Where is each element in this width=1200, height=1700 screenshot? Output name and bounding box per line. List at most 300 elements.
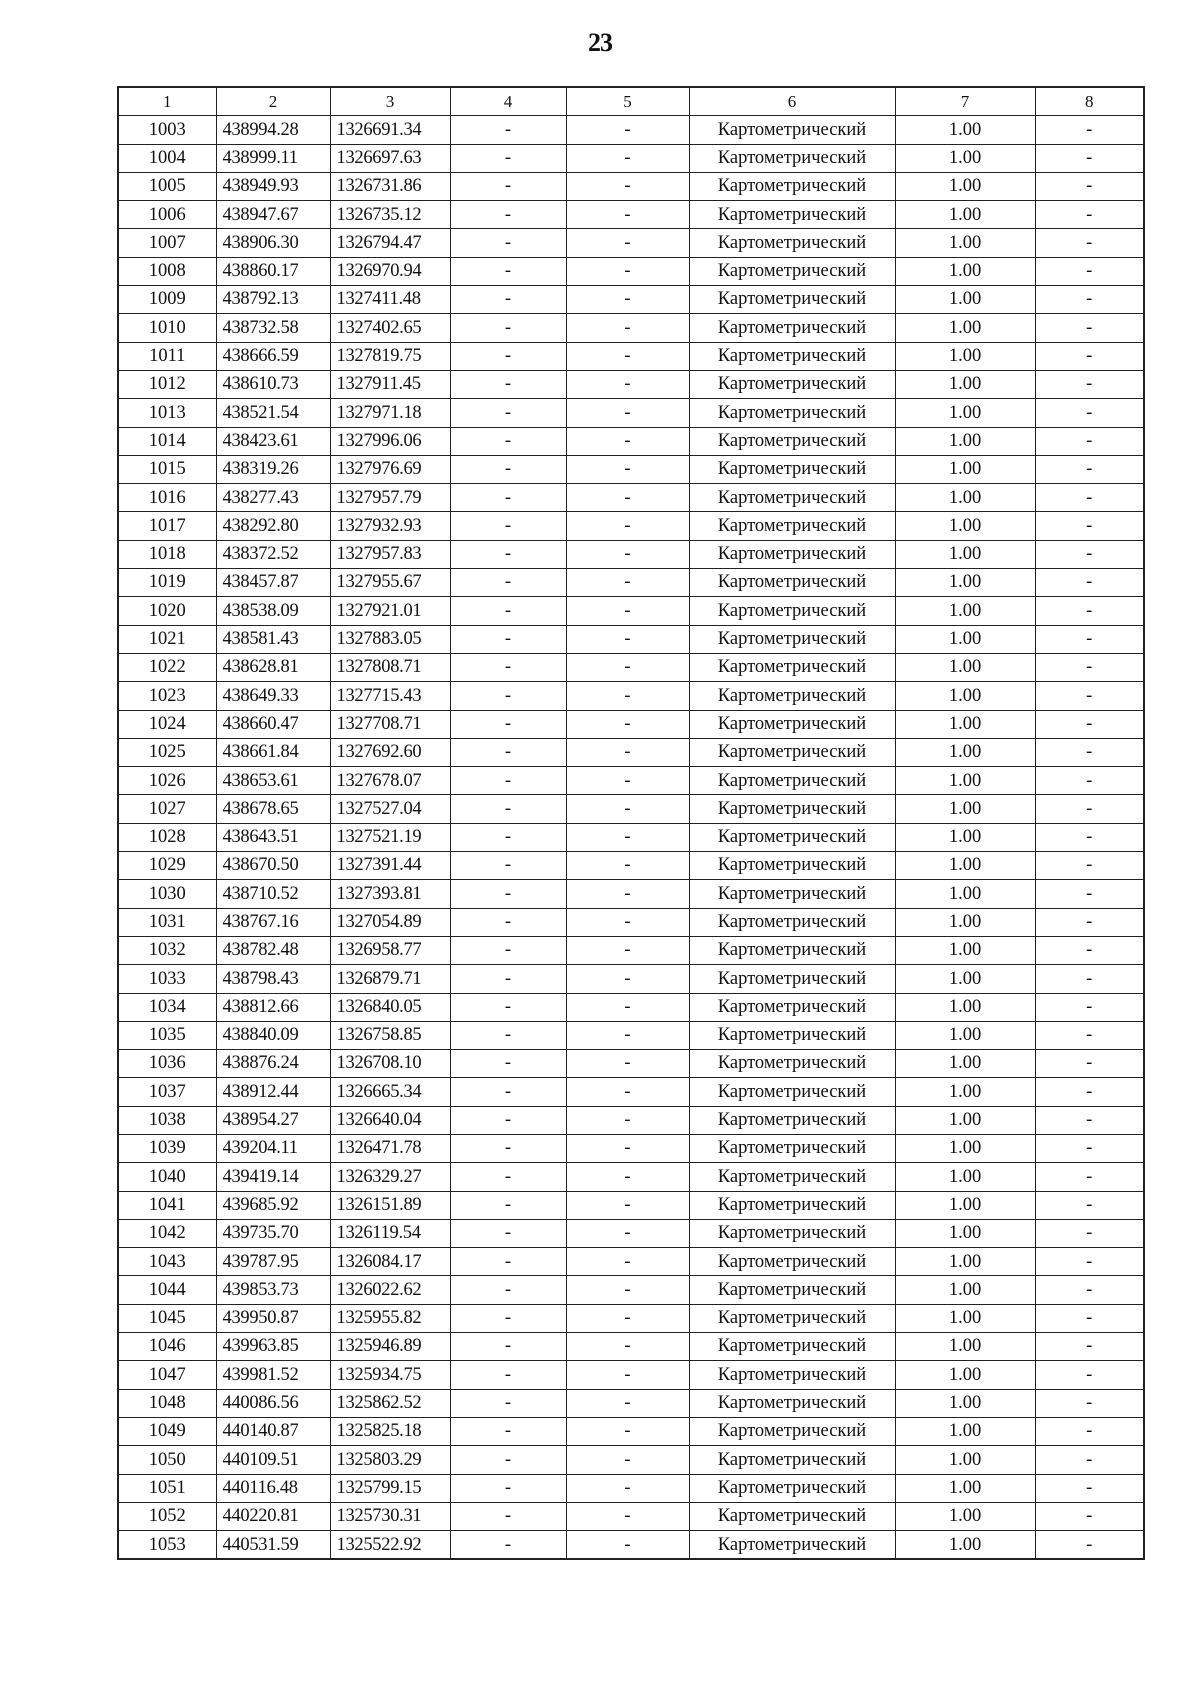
cell-coord-x: 439787.95 bbox=[216, 1248, 330, 1276]
cell-coord-y: 1327957.83 bbox=[330, 540, 450, 568]
cell-point-number: 1028 bbox=[118, 823, 216, 851]
column-header-7: 7 bbox=[895, 87, 1035, 116]
cell-coord-y: 1327715.43 bbox=[330, 682, 450, 710]
cell-coord-y: 1327527.04 bbox=[330, 795, 450, 823]
cell-col-4: - bbox=[450, 795, 566, 823]
cell-point-number: 1038 bbox=[118, 1106, 216, 1134]
cell-col-4: - bbox=[450, 1276, 566, 1304]
cell-coord-x: 438767.16 bbox=[216, 908, 330, 936]
cell-col-4: - bbox=[450, 1417, 566, 1445]
table-row bbox=[118, 1304, 1144, 1332]
cell-col-5: - bbox=[566, 852, 689, 880]
cell-coord-y: 1325862.52 bbox=[330, 1389, 450, 1417]
table-row bbox=[118, 257, 1144, 285]
table-row bbox=[118, 512, 1144, 540]
cell-accuracy: 1.00 bbox=[895, 399, 1035, 427]
cell-coord-y: 1327393.81 bbox=[330, 880, 450, 908]
cell-point-number: 1015 bbox=[118, 455, 216, 483]
cell-method: Картометрический bbox=[689, 1446, 895, 1474]
cell-col-8: - bbox=[1035, 1078, 1144, 1106]
cell-method: Картометрический bbox=[689, 1361, 895, 1389]
page-number: 23 bbox=[588, 28, 612, 57]
cell-accuracy: 1.00 bbox=[895, 1333, 1035, 1361]
cell-col-8: - bbox=[1035, 653, 1144, 681]
cell-method: Картометрический bbox=[689, 936, 895, 964]
cell-col-5: - bbox=[566, 370, 689, 398]
cell-coord-y: 1327808.71 bbox=[330, 653, 450, 681]
cell-col-8: - bbox=[1035, 399, 1144, 427]
cell-col-8: - bbox=[1035, 540, 1144, 568]
cell-method: Картометрический bbox=[689, 852, 895, 880]
cell-col-4: - bbox=[450, 512, 566, 540]
cell-method: Картометрический bbox=[689, 625, 895, 653]
cell-col-5: - bbox=[566, 342, 689, 370]
cell-point-number: 1011 bbox=[118, 342, 216, 370]
cell-col-4: - bbox=[450, 1248, 566, 1276]
cell-point-number: 1021 bbox=[118, 625, 216, 653]
cell-accuracy: 1.00 bbox=[895, 993, 1035, 1021]
cell-accuracy: 1.00 bbox=[895, 1219, 1035, 1247]
cell-coord-y: 1327921.01 bbox=[330, 597, 450, 625]
cell-coord-y: 1327883.05 bbox=[330, 625, 450, 653]
cell-point-number: 1027 bbox=[118, 795, 216, 823]
cell-point-number: 1030 bbox=[118, 880, 216, 908]
cell-col-5: - bbox=[566, 710, 689, 738]
cell-accuracy: 1.00 bbox=[895, 1361, 1035, 1389]
table-row bbox=[118, 1021, 1144, 1049]
cell-coord-x: 438653.61 bbox=[216, 767, 330, 795]
cell-coord-x: 439981.52 bbox=[216, 1361, 330, 1389]
cell-col-4: - bbox=[450, 1134, 566, 1162]
cell-method: Картометрический bbox=[689, 1248, 895, 1276]
cell-coord-x: 439853.73 bbox=[216, 1276, 330, 1304]
cell-coord-x: 438372.52 bbox=[216, 540, 330, 568]
cell-col-4: - bbox=[450, 399, 566, 427]
cell-col-5: - bbox=[566, 795, 689, 823]
cell-coord-x: 438521.54 bbox=[216, 399, 330, 427]
cell-point-number: 1052 bbox=[118, 1502, 216, 1530]
cell-accuracy: 1.00 bbox=[895, 512, 1035, 540]
cell-col-5: - bbox=[566, 172, 689, 200]
cell-accuracy: 1.00 bbox=[895, 1531, 1035, 1560]
cell-col-4: - bbox=[450, 1021, 566, 1049]
cell-col-8: - bbox=[1035, 1276, 1144, 1304]
column-header-6: 6 bbox=[689, 87, 895, 116]
cell-point-number: 1029 bbox=[118, 852, 216, 880]
cell-coord-y: 1327391.44 bbox=[330, 852, 450, 880]
cell-accuracy: 1.00 bbox=[895, 1446, 1035, 1474]
cell-point-number: 1047 bbox=[118, 1361, 216, 1389]
table-row bbox=[118, 767, 1144, 795]
cell-col-4: - bbox=[450, 370, 566, 398]
cell-col-4: - bbox=[450, 1446, 566, 1474]
cell-col-5: - bbox=[566, 880, 689, 908]
cell-col-4: - bbox=[450, 1502, 566, 1530]
cell-col-4: - bbox=[450, 597, 566, 625]
cell-method: Картометрический bbox=[689, 172, 895, 200]
table-row bbox=[118, 1389, 1144, 1417]
cell-accuracy: 1.00 bbox=[895, 1106, 1035, 1134]
cell-col-8: - bbox=[1035, 795, 1144, 823]
cell-col-4: - bbox=[450, 229, 566, 257]
cell-col-5: - bbox=[566, 229, 689, 257]
cell-method: Картометрический bbox=[689, 1078, 895, 1106]
cell-col-4: - bbox=[450, 1106, 566, 1134]
cell-coord-y: 1325730.31 bbox=[330, 1502, 450, 1530]
cell-accuracy: 1.00 bbox=[895, 144, 1035, 172]
cell-accuracy: 1.00 bbox=[895, 342, 1035, 370]
cell-coord-x: 438912.44 bbox=[216, 1078, 330, 1106]
cell-coord-x: 438954.27 bbox=[216, 1106, 330, 1134]
cell-coord-x: 438860.17 bbox=[216, 257, 330, 285]
cell-col-8: - bbox=[1035, 569, 1144, 597]
cell-accuracy: 1.00 bbox=[895, 1417, 1035, 1445]
cell-point-number: 1045 bbox=[118, 1304, 216, 1332]
cell-method: Картометрический bbox=[689, 257, 895, 285]
cell-col-5: - bbox=[566, 653, 689, 681]
cell-method: Картометрический bbox=[689, 342, 895, 370]
cell-coord-x: 438610.73 bbox=[216, 370, 330, 398]
cell-point-number: 1036 bbox=[118, 1050, 216, 1078]
table-row bbox=[118, 399, 1144, 427]
cell-coord-x: 439204.11 bbox=[216, 1134, 330, 1162]
cell-accuracy: 1.00 bbox=[895, 795, 1035, 823]
table-row bbox=[118, 597, 1144, 625]
cell-method: Картометрический bbox=[689, 484, 895, 512]
cell-method: Картометрический bbox=[689, 1050, 895, 1078]
cell-method: Картометрический bbox=[689, 512, 895, 540]
cell-method: Картометрический bbox=[689, 1531, 895, 1560]
cell-coord-y: 1325803.29 bbox=[330, 1446, 450, 1474]
cell-point-number: 1026 bbox=[118, 767, 216, 795]
cell-method: Картометрический bbox=[689, 201, 895, 229]
table-row bbox=[118, 569, 1144, 597]
cell-coord-x: 439963.85 bbox=[216, 1333, 330, 1361]
cell-point-number: 1033 bbox=[118, 965, 216, 993]
cell-col-5: - bbox=[566, 908, 689, 936]
cell-coord-x: 438292.80 bbox=[216, 512, 330, 540]
cell-coord-y: 1327692.60 bbox=[330, 738, 450, 766]
table-row bbox=[118, 1276, 1144, 1304]
cell-coord-y: 1326691.34 bbox=[330, 116, 450, 144]
cell-col-8: - bbox=[1035, 512, 1144, 540]
column-header-1: 1 bbox=[118, 87, 216, 116]
cell-accuracy: 1.00 bbox=[895, 597, 1035, 625]
cell-coord-x: 438876.24 bbox=[216, 1050, 330, 1078]
cell-accuracy: 1.00 bbox=[895, 1389, 1035, 1417]
cell-col-5: - bbox=[566, 1361, 689, 1389]
cell-coord-y: 1326471.78 bbox=[330, 1134, 450, 1162]
cell-col-4: - bbox=[450, 1219, 566, 1247]
cell-col-8: - bbox=[1035, 144, 1144, 172]
cell-method: Картометрический bbox=[689, 540, 895, 568]
cell-col-8: - bbox=[1035, 314, 1144, 342]
cell-col-5: - bbox=[566, 767, 689, 795]
cell-accuracy: 1.00 bbox=[895, 710, 1035, 738]
cell-coord-x: 438423.61 bbox=[216, 427, 330, 455]
cell-col-8: - bbox=[1035, 370, 1144, 398]
cell-accuracy: 1.00 bbox=[895, 455, 1035, 483]
cell-coord-x: 438710.52 bbox=[216, 880, 330, 908]
cell-col-5: - bbox=[566, 399, 689, 427]
cell-method: Картометрический bbox=[689, 710, 895, 738]
cell-coord-y: 1326794.47 bbox=[330, 229, 450, 257]
cell-col-8: - bbox=[1035, 710, 1144, 738]
cell-col-8: - bbox=[1035, 597, 1144, 625]
cell-point-number: 1008 bbox=[118, 257, 216, 285]
cell-accuracy: 1.00 bbox=[895, 116, 1035, 144]
cell-col-5: - bbox=[566, 1502, 689, 1530]
cell-col-5: - bbox=[566, 144, 689, 172]
table-row bbox=[118, 1333, 1144, 1361]
cell-method: Картометрический bbox=[689, 993, 895, 1021]
cell-col-8: - bbox=[1035, 1474, 1144, 1502]
cell-accuracy: 1.00 bbox=[895, 823, 1035, 851]
cell-coord-y: 1327819.75 bbox=[330, 342, 450, 370]
cell-method: Картометрический bbox=[689, 965, 895, 993]
cell-col-5: - bbox=[566, 597, 689, 625]
cell-coord-y: 1325799.15 bbox=[330, 1474, 450, 1502]
table-row bbox=[118, 144, 1144, 172]
cell-point-number: 1003 bbox=[118, 116, 216, 144]
cell-accuracy: 1.00 bbox=[895, 370, 1035, 398]
cell-method: Картометрический bbox=[689, 1417, 895, 1445]
cell-col-4: - bbox=[450, 427, 566, 455]
cell-accuracy: 1.00 bbox=[895, 738, 1035, 766]
table-row bbox=[118, 484, 1144, 512]
cell-col-5: - bbox=[566, 569, 689, 597]
cell-col-4: - bbox=[450, 908, 566, 936]
cell-col-8: - bbox=[1035, 484, 1144, 512]
table-row bbox=[118, 965, 1144, 993]
cell-accuracy: 1.00 bbox=[895, 1304, 1035, 1332]
cell-col-8: - bbox=[1035, 738, 1144, 766]
cell-coord-x: 438678.65 bbox=[216, 795, 330, 823]
cell-coord-x: 438812.66 bbox=[216, 993, 330, 1021]
cell-col-5: - bbox=[566, 965, 689, 993]
cell-col-4: - bbox=[450, 653, 566, 681]
cell-col-5: - bbox=[566, 314, 689, 342]
table-row bbox=[118, 201, 1144, 229]
cell-col-4: - bbox=[450, 257, 566, 285]
cell-method: Картометрический bbox=[689, 795, 895, 823]
cell-point-number: 1007 bbox=[118, 229, 216, 257]
cell-point-number: 1010 bbox=[118, 314, 216, 342]
cell-coord-x: 440116.48 bbox=[216, 1474, 330, 1502]
cell-accuracy: 1.00 bbox=[895, 1050, 1035, 1078]
cell-point-number: 1039 bbox=[118, 1134, 216, 1162]
cell-col-8: - bbox=[1035, 172, 1144, 200]
cell-method: Картометрический bbox=[689, 229, 895, 257]
cell-coord-x: 438947.67 bbox=[216, 201, 330, 229]
cell-col-8: - bbox=[1035, 1446, 1144, 1474]
cell-point-number: 1018 bbox=[118, 540, 216, 568]
cell-coord-x: 438661.84 bbox=[216, 738, 330, 766]
cell-method: Картометрический bbox=[689, 1389, 895, 1417]
cell-accuracy: 1.00 bbox=[895, 1078, 1035, 1106]
cell-coord-y: 1327521.19 bbox=[330, 823, 450, 851]
cell-coord-y: 1326119.54 bbox=[330, 1219, 450, 1247]
cell-method: Картометрический bbox=[689, 1474, 895, 1502]
table-row bbox=[118, 1163, 1144, 1191]
cell-coord-y: 1325946.89 bbox=[330, 1333, 450, 1361]
cell-method: Картометрический bbox=[689, 1134, 895, 1162]
cell-point-number: 1014 bbox=[118, 427, 216, 455]
cell-col-5: - bbox=[566, 286, 689, 314]
cell-coord-y: 1327708.71 bbox=[330, 710, 450, 738]
cell-point-number: 1049 bbox=[118, 1417, 216, 1445]
cell-col-5: - bbox=[566, 1219, 689, 1247]
cell-coord-x: 438798.43 bbox=[216, 965, 330, 993]
cell-accuracy: 1.00 bbox=[895, 1021, 1035, 1049]
cell-col-5: - bbox=[566, 540, 689, 568]
cell-coord-y: 1326329.27 bbox=[330, 1163, 450, 1191]
cell-col-5: - bbox=[566, 1474, 689, 1502]
cell-col-5: - bbox=[566, 1389, 689, 1417]
table-row bbox=[118, 455, 1144, 483]
cell-col-8: - bbox=[1035, 116, 1144, 144]
cell-col-4: - bbox=[450, 625, 566, 653]
table-row bbox=[118, 427, 1144, 455]
cell-col-5: - bbox=[566, 1078, 689, 1106]
cell-col-5: - bbox=[566, 1191, 689, 1219]
cell-coord-y: 1327996.06 bbox=[330, 427, 450, 455]
cell-coord-y: 1326665.34 bbox=[330, 1078, 450, 1106]
cell-col-4: - bbox=[450, 286, 566, 314]
cell-point-number: 1006 bbox=[118, 201, 216, 229]
cell-col-8: - bbox=[1035, 965, 1144, 993]
cell-col-4: - bbox=[450, 682, 566, 710]
cell-coord-y: 1327054.89 bbox=[330, 908, 450, 936]
cell-col-5: - bbox=[566, 1106, 689, 1134]
cell-col-5: - bbox=[566, 1134, 689, 1162]
table-header-row bbox=[118, 87, 1144, 116]
cell-col-5: - bbox=[566, 484, 689, 512]
column-header-4: 4 bbox=[450, 87, 566, 116]
cell-col-4: - bbox=[450, 936, 566, 964]
cell-accuracy: 1.00 bbox=[895, 484, 1035, 512]
cell-coord-x: 438666.59 bbox=[216, 342, 330, 370]
cell-col-8: - bbox=[1035, 1531, 1144, 1560]
cell-accuracy: 1.00 bbox=[895, 653, 1035, 681]
cell-col-4: - bbox=[450, 116, 566, 144]
cell-coord-y: 1325955.82 bbox=[330, 1304, 450, 1332]
cell-col-5: - bbox=[566, 1050, 689, 1078]
cell-col-4: - bbox=[450, 540, 566, 568]
cell-method: Картометрический bbox=[689, 823, 895, 851]
cell-col-4: - bbox=[450, 342, 566, 370]
cell-point-number: 1040 bbox=[118, 1163, 216, 1191]
cell-coord-x: 438628.81 bbox=[216, 653, 330, 681]
cell-point-number: 1053 bbox=[118, 1531, 216, 1560]
cell-col-8: - bbox=[1035, 682, 1144, 710]
table-row bbox=[118, 1446, 1144, 1474]
cell-point-number: 1041 bbox=[118, 1191, 216, 1219]
cell-col-8: - bbox=[1035, 625, 1144, 653]
cell-coord-y: 1326151.89 bbox=[330, 1191, 450, 1219]
cell-method: Картометрический bbox=[689, 1106, 895, 1134]
cell-col-4: - bbox=[450, 201, 566, 229]
cell-col-5: - bbox=[566, 625, 689, 653]
cell-coord-y: 1327957.79 bbox=[330, 484, 450, 512]
cell-col-4: - bbox=[450, 484, 566, 512]
cell-point-number: 1025 bbox=[118, 738, 216, 766]
cell-coord-y: 1327411.48 bbox=[330, 286, 450, 314]
cell-coord-x: 438660.47 bbox=[216, 710, 330, 738]
cell-coord-y: 1326022.62 bbox=[330, 1276, 450, 1304]
cell-col-8: - bbox=[1035, 767, 1144, 795]
cell-col-5: - bbox=[566, 455, 689, 483]
cell-coord-x: 438457.87 bbox=[216, 569, 330, 597]
cell-accuracy: 1.00 bbox=[895, 965, 1035, 993]
cell-coord-y: 1327402.65 bbox=[330, 314, 450, 342]
cell-col-5: - bbox=[566, 1417, 689, 1445]
cell-col-5: - bbox=[566, 201, 689, 229]
cell-col-8: - bbox=[1035, 455, 1144, 483]
cell-point-number: 1043 bbox=[118, 1248, 216, 1276]
cell-col-8: - bbox=[1035, 342, 1144, 370]
cell-accuracy: 1.00 bbox=[895, 1134, 1035, 1162]
cell-col-5: - bbox=[566, 1276, 689, 1304]
cell-coord-x: 438643.51 bbox=[216, 823, 330, 851]
cell-col-8: - bbox=[1035, 908, 1144, 936]
cell-col-4: - bbox=[450, 455, 566, 483]
cell-col-5: - bbox=[566, 1333, 689, 1361]
cell-coord-x: 440109.51 bbox=[216, 1446, 330, 1474]
cell-point-number: 1032 bbox=[118, 936, 216, 964]
table-row bbox=[118, 852, 1144, 880]
cell-coord-y: 1325934.75 bbox=[330, 1361, 450, 1389]
cell-coord-y: 1326640.04 bbox=[330, 1106, 450, 1134]
cell-method: Картометрический bbox=[689, 1333, 895, 1361]
column-header-8: 8 bbox=[1035, 87, 1144, 116]
cell-point-number: 1016 bbox=[118, 484, 216, 512]
cell-method: Картометрический bbox=[689, 738, 895, 766]
cell-method: Картометрический bbox=[689, 767, 895, 795]
cell-coord-y: 1325522.92 bbox=[330, 1531, 450, 1560]
cell-coord-x: 438649.33 bbox=[216, 682, 330, 710]
cell-coord-x: 438840.09 bbox=[216, 1021, 330, 1049]
cell-col-4: - bbox=[450, 1191, 566, 1219]
cell-accuracy: 1.00 bbox=[895, 540, 1035, 568]
cell-col-8: - bbox=[1035, 1021, 1144, 1049]
cell-col-8: - bbox=[1035, 427, 1144, 455]
cell-coord-x: 438670.50 bbox=[216, 852, 330, 880]
table-row bbox=[118, 625, 1144, 653]
cell-coord-x: 440086.56 bbox=[216, 1389, 330, 1417]
cell-col-5: - bbox=[566, 993, 689, 1021]
cell-point-number: 1031 bbox=[118, 908, 216, 936]
cell-coord-y: 1326731.86 bbox=[330, 172, 450, 200]
cell-point-number: 1051 bbox=[118, 1474, 216, 1502]
cell-accuracy: 1.00 bbox=[895, 314, 1035, 342]
cell-col-5: - bbox=[566, 1021, 689, 1049]
cell-accuracy: 1.00 bbox=[895, 936, 1035, 964]
cell-col-8: - bbox=[1035, 936, 1144, 964]
cell-point-number: 1009 bbox=[118, 286, 216, 314]
cell-coord-x: 440531.59 bbox=[216, 1531, 330, 1560]
cell-point-number: 1013 bbox=[118, 399, 216, 427]
cell-method: Картометрический bbox=[689, 1276, 895, 1304]
cell-point-number: 1048 bbox=[118, 1389, 216, 1417]
cell-accuracy: 1.00 bbox=[895, 682, 1035, 710]
cell-col-5: - bbox=[566, 257, 689, 285]
cell-coord-y: 1326735.12 bbox=[330, 201, 450, 229]
cell-point-number: 1046 bbox=[118, 1333, 216, 1361]
table-row bbox=[118, 795, 1144, 823]
cell-col-4: - bbox=[450, 738, 566, 766]
coordinates-table bbox=[117, 86, 1145, 1560]
